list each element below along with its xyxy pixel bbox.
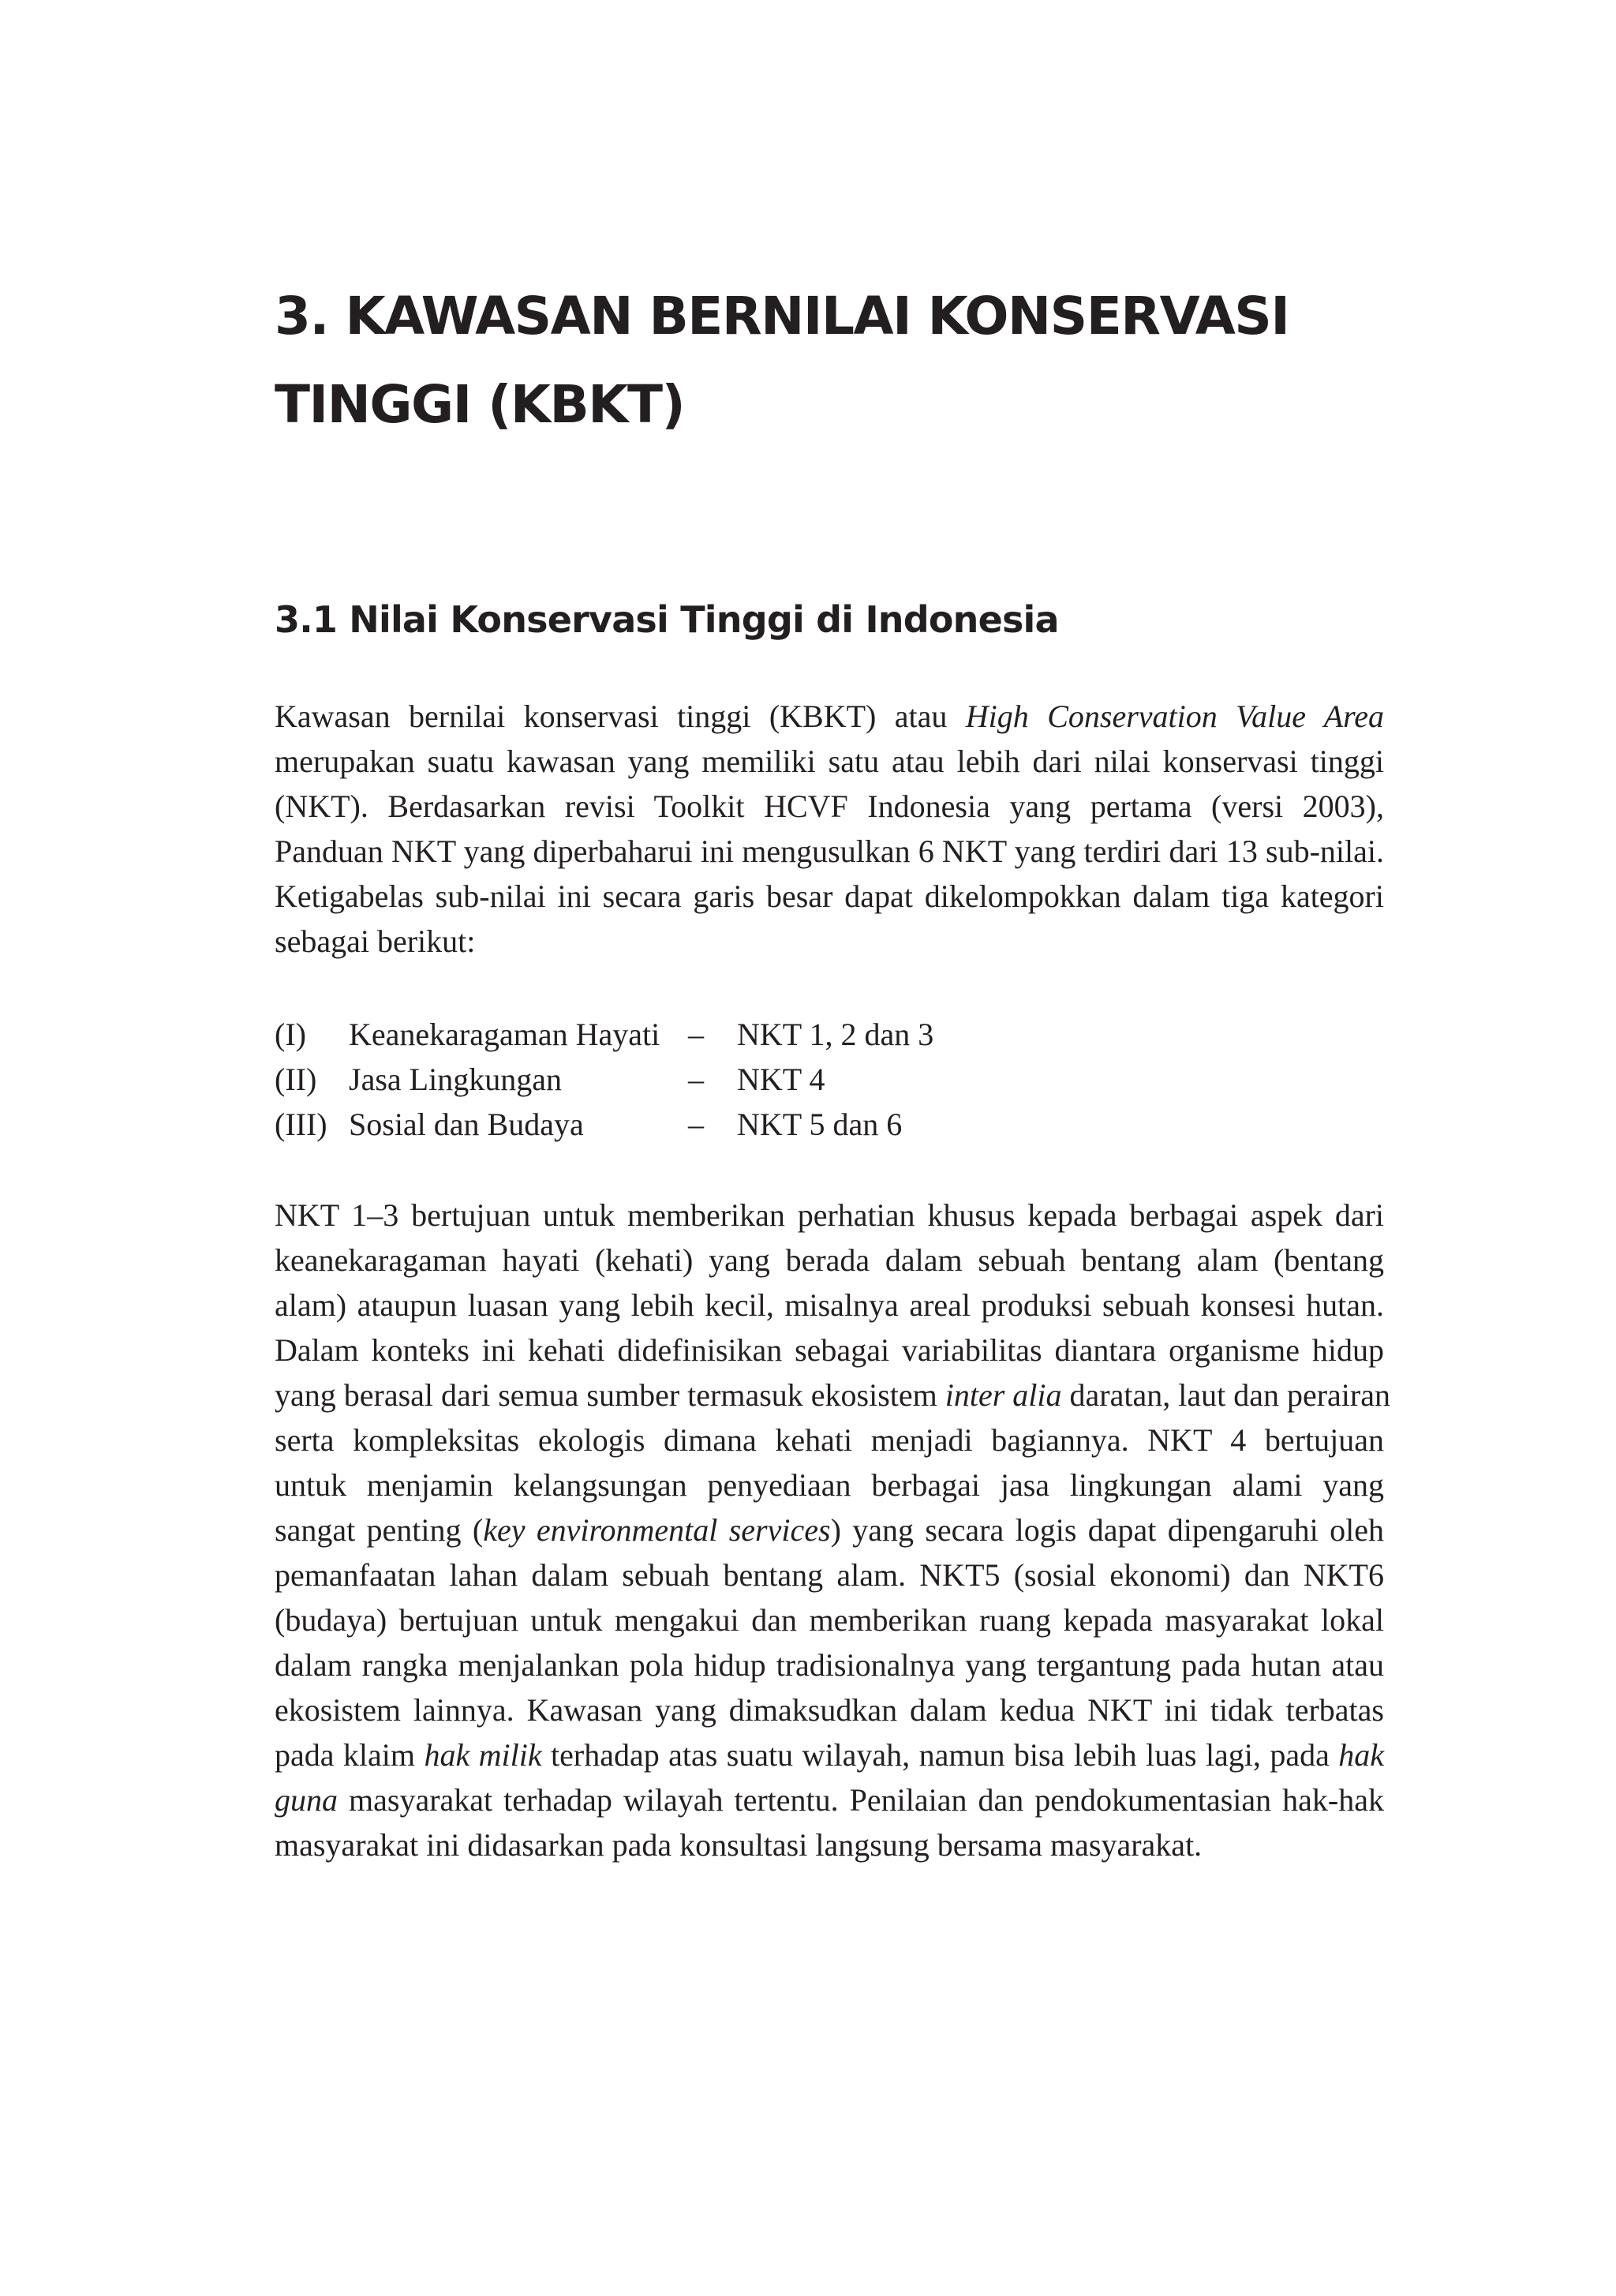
intro-paragraph <box>275 694 1384 964</box>
paragraph-line <box>275 1463 1384 1508</box>
paragraph-line <box>275 694 1384 739</box>
chapter-title-line-1: 3. KAWASAN BERNILAI KONSERVASI <box>275 286 1289 346</box>
text-run: keanekaragaman hayati (kehati) yang berada dalam sebuah bentang alam (bentang <box>275 1242 1384 1278</box>
text-run: masyarakat terhadap wilayah tertentu. Penilaian dan pendokumentasian hak-hak <box>338 1782 1384 1818</box>
italic-term: hak milik <box>424 1737 542 1773</box>
category-number: (II) <box>275 1062 317 1097</box>
text-run: Ketigabelas sub-nilai ini secara garis besar dapat dikelompokkan dalam tiga kategori <box>275 878 1384 914</box>
text-run: untuk menjamin kelangsungan penyediaan berbagai jasa lingkungan alami yang <box>275 1467 1384 1503</box>
paragraph-line <box>275 1642 1384 1687</box>
paragraph-line <box>275 1822 1384 1867</box>
text-run: yang berasal dari semua sumber termasuk ekosistem <box>275 1377 945 1413</box>
paragraph-line <box>275 1777 1384 1822</box>
list-item <box>275 1012 1064 1057</box>
paragraph-line <box>275 784 1384 829</box>
text-run: terhadap atas suatu wilayah, namun bisa lebih luas lagi, pada <box>541 1737 1339 1773</box>
paragraph-line <box>275 1193 1384 1238</box>
text-run: sebagai berikut: <box>275 923 476 959</box>
paragraph-line <box>275 874 1384 919</box>
category-name: Sosial dan Budaya <box>349 1107 584 1142</box>
category-nkt: NKT 4 <box>737 1062 825 1097</box>
paragraph-line <box>275 919 1384 964</box>
paragraph-line <box>275 1508 1384 1553</box>
italic-term: guna <box>275 1782 338 1818</box>
paragraph-line <box>275 1597 1384 1642</box>
italic-term: High Conservation Value Area <box>965 699 1384 734</box>
italic-term: key environmental services <box>483 1512 831 1548</box>
paragraph-line <box>275 829 1384 874</box>
paragraph-line <box>275 1553 1384 1597</box>
list-item <box>275 1057 1064 1102</box>
text-run: dalam rangka menjalankan pola hidup tradisionalnya yang tergantung pada hutan atau <box>275 1647 1384 1683</box>
text-run: Dalam konteks ini kehati didefinisikan sebagai variabilitas diantara organisme hidup <box>275 1332 1384 1368</box>
list-item <box>275 1102 1064 1147</box>
paragraph-line <box>275 739 1384 784</box>
text-run: merupakan suatu kawasan yang memiliki satu atau lebih dari nilai konservasi tinggi <box>275 743 1384 779</box>
text-run: (NKT). Berdasarkan revisi Toolkit HCVF Indonesia yang pertama (versi 2003), <box>275 788 1384 824</box>
nkt-description-paragraph <box>275 1193 1390 1867</box>
category-name: Jasa Lingkungan <box>349 1062 562 1097</box>
text-run: alam) ataupun luasan yang lebih kecil, misalnya areal produksi sebuah konsesi hutan. <box>275 1287 1384 1323</box>
category-name: Keanekaragaman Hayati <box>349 1017 660 1052</box>
category-dash: – <box>688 1062 704 1097</box>
text-run: daratan, laut dan perairan <box>1061 1377 1390 1413</box>
category-nkt: NKT 1, 2 dan 3 <box>737 1017 934 1052</box>
text-run: sangat penting ( <box>275 1512 484 1548</box>
paragraph-line <box>275 1373 1390 1418</box>
text-run: serta kompleksitas ekologis dimana kehati menjadi bagiannya. NKT 4 bertujuan <box>275 1422 1384 1458</box>
paragraph-line <box>275 1283 1384 1328</box>
italic-term: inter alia <box>945 1377 1062 1413</box>
text-run: Kawasan bernilai konservasi tinggi (KBKT) atau <box>275 699 966 734</box>
paragraph-line <box>275 1418 1384 1463</box>
category-dash: – <box>688 1017 704 1052</box>
paragraph-line <box>275 1238 1384 1283</box>
paragraph-line <box>275 1732 1384 1777</box>
text-run: (budaya) bertujuan untuk mengakui dan memberikan ruang kepada masyarakat lokal <box>275 1602 1384 1638</box>
text-run: NKT 1–3 bertujuan untuk memberikan perhatian khusus kepada berbagai aspek dari <box>275 1197 1384 1233</box>
section-title: 3.1 Nilai Konservasi Tinggi di Indonesia <box>275 598 1059 641</box>
category-nkt: NKT 5 dan 6 <box>737 1107 903 1142</box>
text-run: Panduan NKT yang diperbaharui ini mengusulkan 6 NKT yang terdiri dari 13 sub-nilai. <box>275 833 1384 869</box>
text-run: ekosistem lainnya. Kawasan yang dimaksudkan dalam kedua NKT ini tidak terbatas <box>275 1692 1384 1728</box>
category-number: (I) <box>275 1017 306 1052</box>
category-dash: – <box>688 1107 704 1142</box>
italic-term: hak <box>1338 1737 1385 1773</box>
text-run: pada klaim <box>275 1737 425 1773</box>
chapter-title-line-2: TINGGI (KBKT) <box>275 374 685 435</box>
chapter-title <box>275 272 1419 449</box>
text-run: masyarakat ini didasarkan pada konsultasi langsung bersama masyarakat. <box>275 1827 1203 1863</box>
category-number: (III) <box>275 1107 327 1142</box>
paragraph-line <box>275 1328 1384 1373</box>
text-run: ) yang secara logis dapat dipengaruhi oleh <box>830 1512 1384 1548</box>
paragraph-line <box>275 1687 1384 1732</box>
text-run: pemanfaatan lahan dalam sebuah bentang alam. NKT5 (sosial ekonomi) dan NKT6 <box>275 1557 1384 1593</box>
category-list <box>275 1012 1064 1147</box>
